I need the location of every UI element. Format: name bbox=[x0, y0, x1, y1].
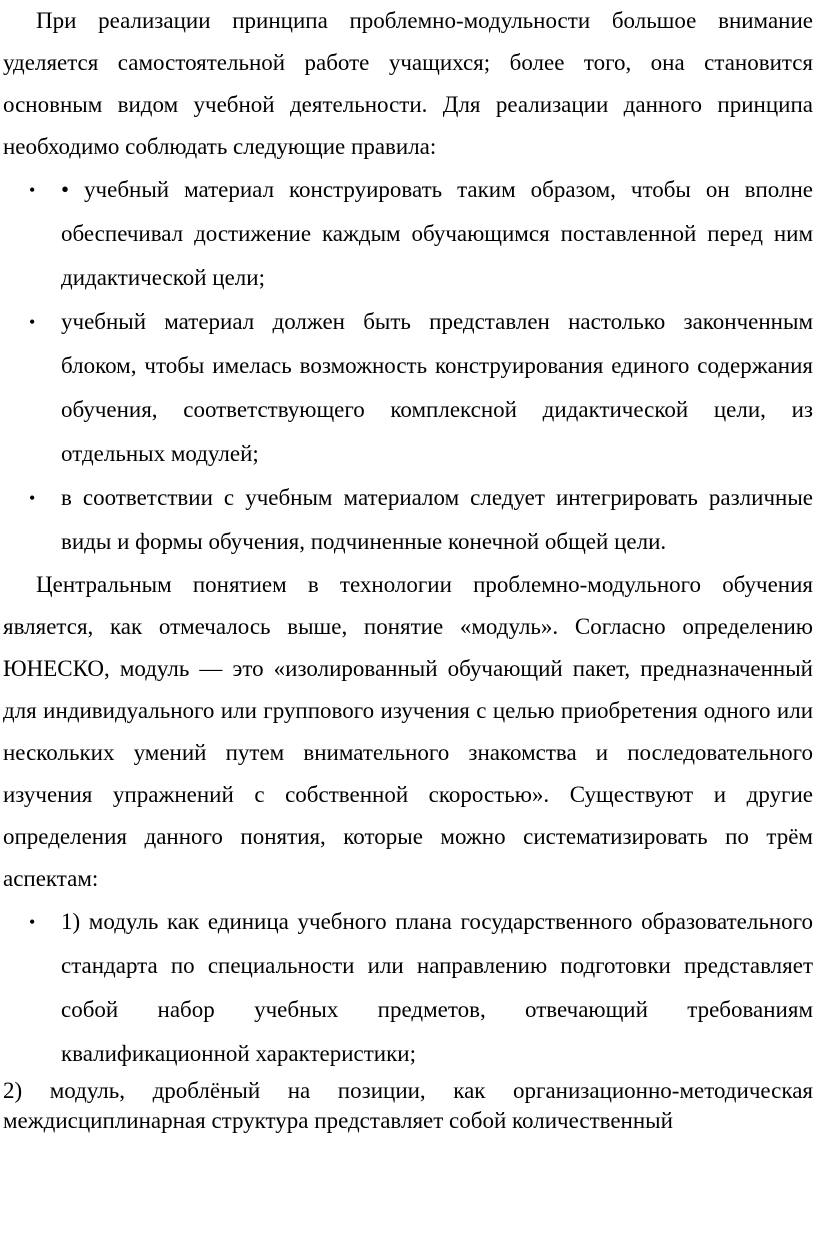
list-item bbox=[3, 168, 813, 300]
bullet-icon: • bbox=[29, 488, 36, 508]
list-item-text: в соответствии с учебным материалом следует интегрировать различные виды и формы обучения, подчиненные конечной общей цели. bbox=[61, 485, 813, 554]
list-item-text: 1) модуль как единица учебного плана государственного образовательного стандарта по специальности или направлению подготовки представляет собой набор учебных предметов, отвечающий требованиям квалификационной характеристики; bbox=[61, 909, 813, 1066]
bullet-icon: • bbox=[29, 180, 36, 200]
list-item bbox=[3, 900, 813, 1076]
list-item-text: учебный материал должен быть представлен настолько законченным блоком, чтобы имелась возможность конструирования единого содержания обучения, соответствующего комплексной дидактической цели, из отдельных модулей; bbox=[61, 309, 813, 466]
central-paragraph: Центральным понятием в технологии проблемно-модульного обучения является, как отмечалось выше, понятие «модуль». Согласно определению ЮНЕСКО, модуль — это «изолированный обучающий пакет, предназначенный для индивидуального или группового изучения с целью приобретения одного или нескольких умений путем внимательного знакомства и последовательного изучения упражнений с собственной скоростью». Существуют и другие определения данного понятия, которые можно систематизировать по трём аспектам: bbox=[3, 572, 813, 891]
list-item bbox=[3, 476, 813, 564]
list-item bbox=[3, 300, 813, 476]
bullet-icon: • bbox=[29, 312, 36, 332]
list-item-text: • учебный материал конструировать таким образом, чтобы он вполне обеспечивал достижение каждым обучающимся поставленной перед ним дидактической цели; bbox=[61, 177, 813, 290]
intro-paragraph: При реализации принципа проблемно-модульности большое внимание уделяется самостоятельной работе учащихся; более того, она становится основным видом учебной деятельности. Для реализации данного принципа необходимо соблюдать следующие правила: bbox=[3, 8, 813, 159]
last-paragraph: 2) модуль, дроблёный на позиции, как организационно-методическая междисциплинарная структура представляет собой количественный bbox=[3, 1078, 813, 1133]
rules-list bbox=[3, 168, 813, 564]
bullet-icon: • bbox=[29, 912, 36, 932]
aspects-list bbox=[3, 900, 813, 1076]
document-page bbox=[3, 0, 813, 1136]
